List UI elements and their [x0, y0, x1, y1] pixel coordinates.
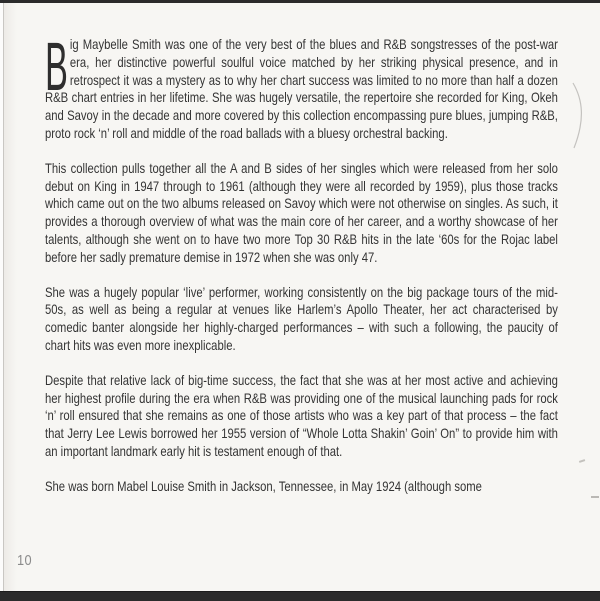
paragraph: She was born Mabel Louise Smith in Jackson, Tennessee, in May 1924 (although some	[45, 478, 482, 494]
paragraph-text: ig Maybelle Smith was one of the very best of the blues and R&B songstresses of the post-war era, her distinctive powerful soulful voice matched by her striking physical presence, and in retrospect it was a mystery as to why her chart success was limited to no more than half a dozen R&B chart entries in her lifetime. She was hugely versatile, the repertoire she recorded for King, Okeh and Savoy in the decade and more covered by this collection encompassing pure blues, jumping R&B, proto rock ‘n’ roll and middle of the road ballads with a bluesy orchestral backing.	[45, 37, 558, 141]
scan-top-edge	[0, 0, 600, 3]
scan-hair-artifact	[570, 82, 590, 150]
dropcap-glyph: B	[45, 28, 68, 105]
page-number: 10	[17, 552, 33, 569]
dropcap-letter	[45, 28, 68, 105]
scan-speck	[591, 496, 599, 498]
scan-speck	[579, 459, 585, 462]
liner-notes-text	[45, 28, 558, 513]
paragraph: Despite that relative lack of big-time success, the fact that she was at her most active and achieving her highest profile during the era when R&B was providing one of the musical launching pads for rock ‘n’ roll ensured that she remains as one of those artists who was a key part of that process – the fact that Jerry Lee Lewis borrowed her 1955 version of “Whole Lotta Shakin’ Goin’ On” to provide him with an important landmark early hit is testament enough of that.	[45, 372, 558, 459]
paragraph	[45, 28, 558, 143]
paragraph: This collection pulls together all the A and B sides of her singles which were released from her solo debut on King in 1947 through to 1961 (although they were all recorded by 1959), plus those tracks which came out on the two albums released on Savoy which were not otherwise on singles. As such, it provides a thorough overview of what was the main core of her career, and a worthy showcase of her talents, although she went on to have two more Top 30 R&B hits in the late ‘60s for the Rojac label before her sadly premature demise in 1972 when she was only 47.	[45, 160, 558, 265]
paragraph: She was a hugely popular ‘live’ performer, working consistently on the big package tours of the mid-50s, as well as being a regular at venues like Harlem’s Apollo Theater, her act characterised by comedic banter alongside her highly-charged performances – with such a following, the paucity of chart hits was even more inexplicable.	[45, 284, 558, 353]
page-crease-shadow	[4, 3, 17, 591]
